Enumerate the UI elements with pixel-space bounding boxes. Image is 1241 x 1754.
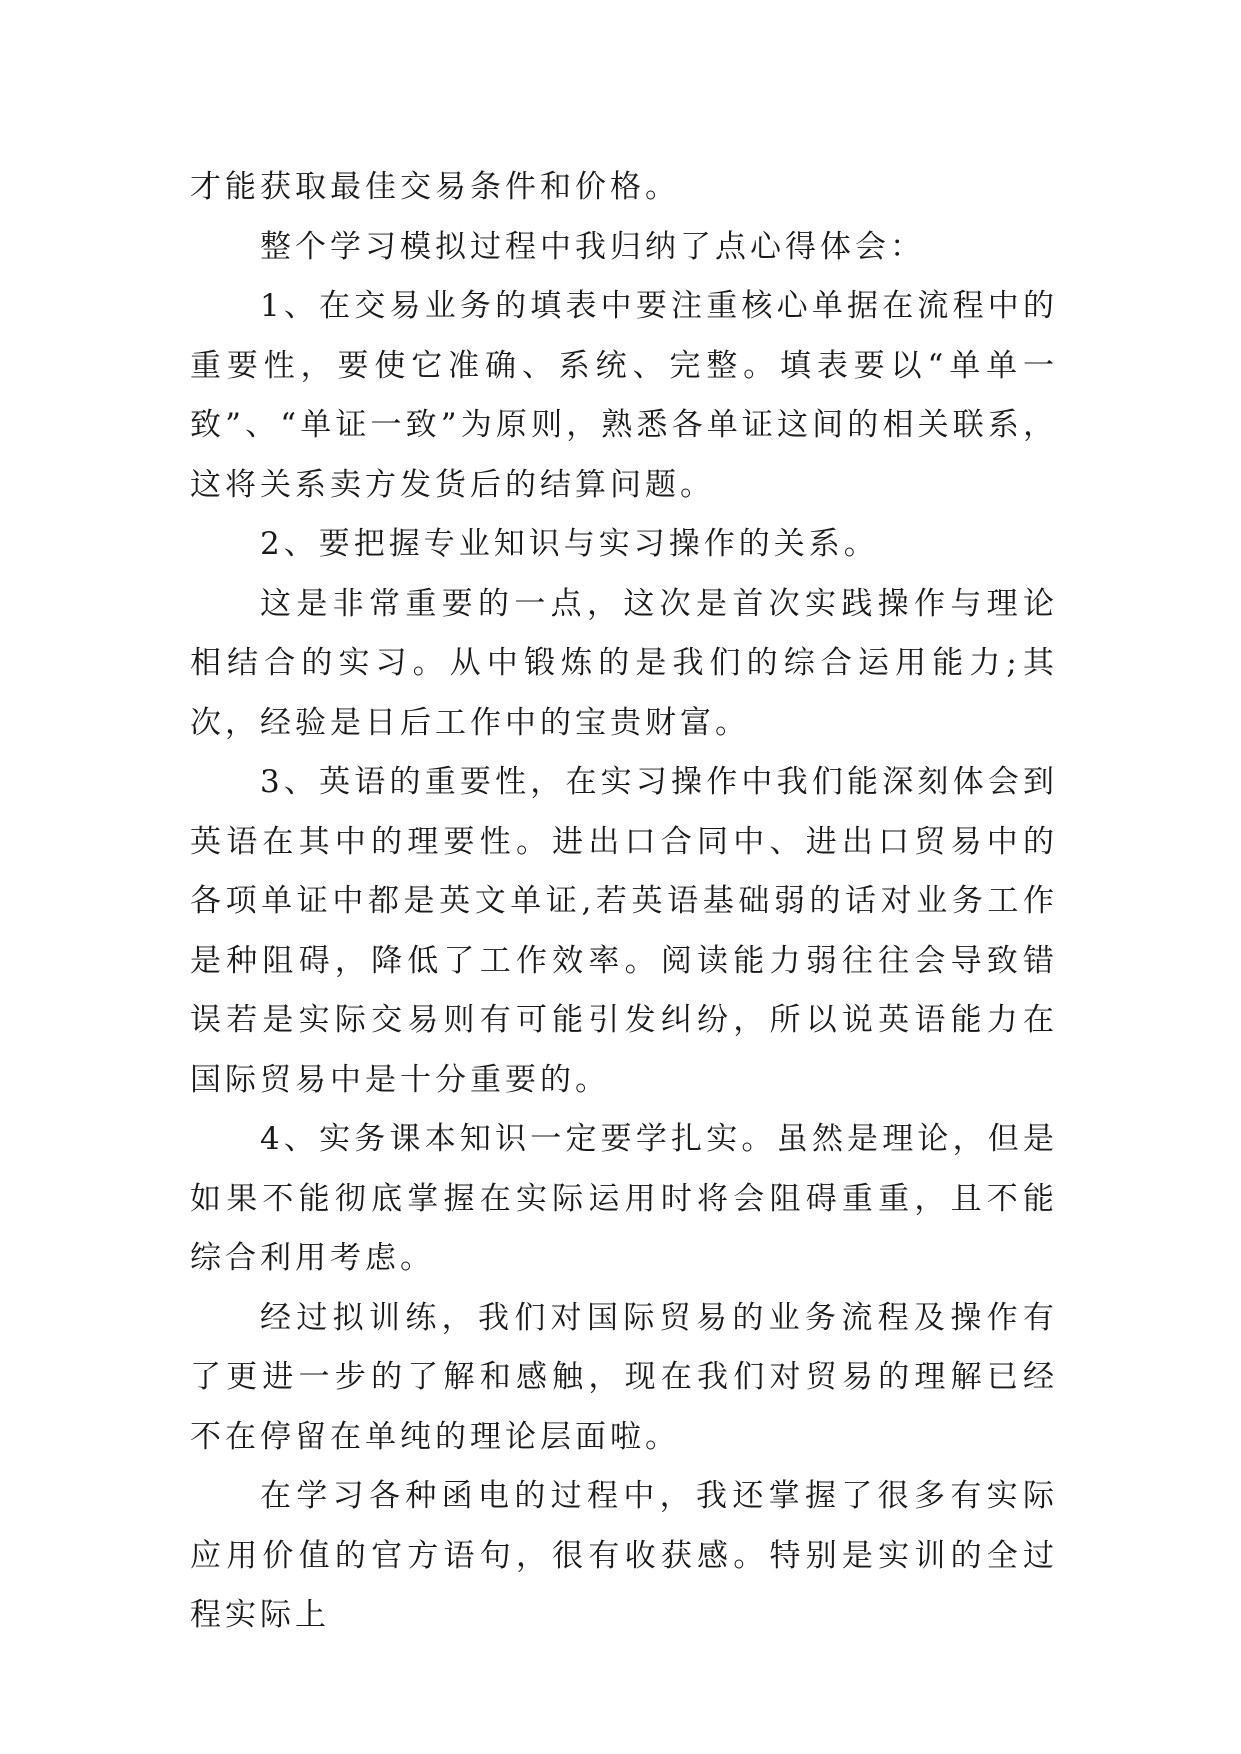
paragraph-3: 1、在交易业务的填表中要注重核心单据在流程中的重要性，要使它准确、系统、完整。填表要以“单单一致”、“单证一致”为原则，熟悉各单证这间的相关联系，这将关系卖方发货后的结算问题。 <box>190 288 1058 503</box>
paragraph-6: 3、英语的重要性，在实习操作中我们能深刻体会到英语在其中的理要性。进出口合同中、进出口贸易中的各项单证中都是英文单证,若英语基础弱的话对业务工作是种阻碍，降低了工作效率。阅读能力弱往往会导致错误若是实际交易则有可能引发纠纷，所以说英语能力在国际贸易中是十分重要的。 <box>190 764 1058 1098</box>
paragraph-1: 才能获取最佳交易条件和价格。 <box>190 169 680 205</box>
paragraph-5: 这是非常重要的一点，这次是首次实践操作与理论相结合的实习。从中锻炼的是我们的综合运用能力;其次，经验是日后工作中的宝贵财富。 <box>190 585 1058 741</box>
paragraph-7: 4、实务课本知识一定要学扎实。虽然是理论，但是如果不能彻底掌握在实际运用时将会阻碍重重，且不能综合利用考虑。 <box>190 1121 1058 1276</box>
paragraph-2: 整个学习模拟过程中我归纳了点心得体会： <box>260 228 925 265</box>
paragraph-8: 经过拟训练，我们对国际贸易的业务流程及操作有了更进一步的了解和感触，现在我们对贸易的理解已经不在停留在单纯的理论层面啦。 <box>190 1299 1058 1455</box>
paragraph-4: 2、要把握专业知识与实习操作的关系。 <box>260 526 879 562</box>
document-page <box>190 158 1058 1646</box>
paragraph-9: 在学习各种函电的过程中，我还掌握了很多有实际应用价值的官方语句，很有收获感。特别是实训的全过程实际上 <box>190 1478 1058 1633</box>
